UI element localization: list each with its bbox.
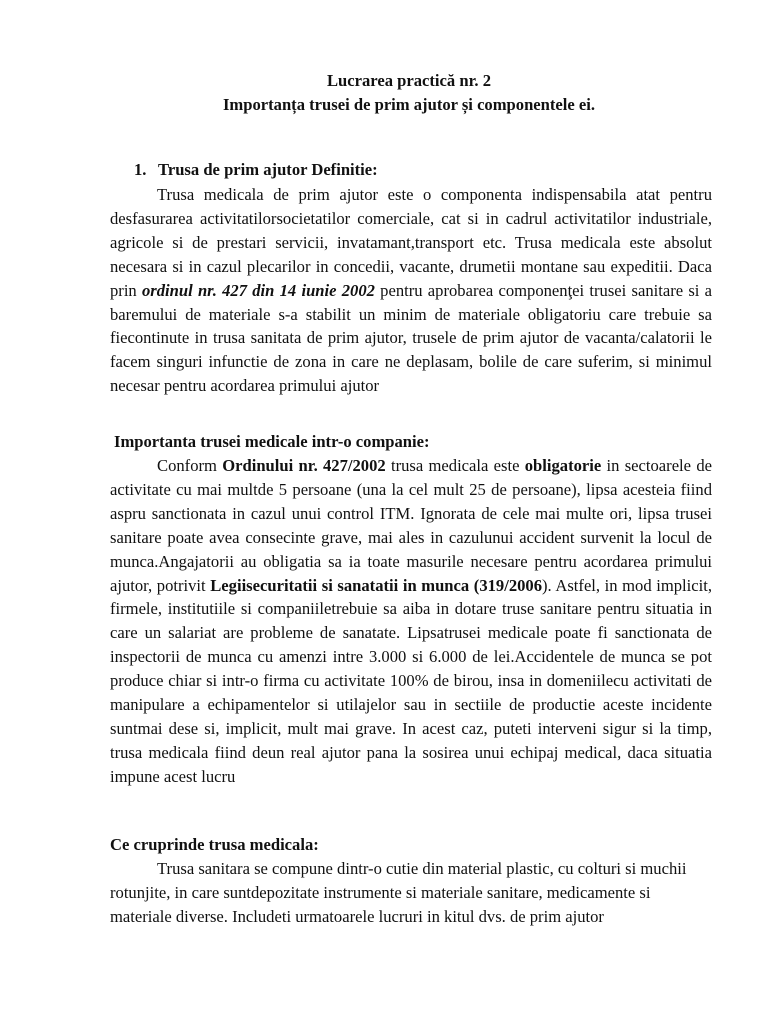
bold-word: obligatorie: [524, 456, 602, 475]
section-3-paragraph: Trusa sanitara se compune dintr-o cutie din material plastic, cu colturi si muchii rotunjite, in care suntdepozitate instrumente si materiale sanitare, medicamente si materiale diverse. Includeti urmatoarele lucruri in kitul dvs. de prim ajutor: [110, 859, 687, 926]
section-3-body: [110, 857, 700, 929]
section-2-paragraph: [110, 454, 712, 789]
emphasized-reference: ordinul nr. 427 din 14 iunie 2002: [141, 280, 375, 300]
section-3-heading: Ce cruprinde trusa medicala:: [110, 835, 319, 854]
bold-reference: Legiisecuritatii si sanatatii in munca (319/2006: [210, 575, 543, 595]
section-1-heading-text: Trusa de prim ajutor Definitie:: [158, 160, 378, 179]
document-title-block: [0, 69, 768, 117]
paragraph-text: Conform: [157, 456, 223, 475]
paragraph-text: ). Astfel, in mod implicit, firmele, institutiile si companiiletrebuie sa aiba in dotare truse sanitare pentru situatia in care un salariat are probleme de sanatate. Lipsatrusei medicale poate fi sanctionata de inspectorii de munca cu amenzi intre 3.000 si 6.000 de lei.Accidentele de munca se pot produce chiar si intr-o firma cu activitate 100% de birou, insa in domeniilecu activitati de manipulare a echipamentelor si utilajelor sau in sectiile de productie aceste incidente suntmai dese si, implicit, mult mai grave. In acest caz, puteti interveni sigur si la timp, trusa medicala fiind deun real ajutor pana la sosirea unui echipaj medical, daca situatia impune acest lucru: [110, 575, 713, 786]
paragraph-text: pentru aprobarea componenţei trusei sanitare si a baremului de materiale s-a stabilit un minim de materiale obligatoriu care trebuie sa fiecontinute in trusa sanitata de prim ajutor, trusele de prim ajutor de vacanta/calatorii le facem singuri infunctie de zona in care ne deplasam, bolile de care suferim, si minimul necesar pentru acordarea primului ajutor: [110, 280, 713, 396]
paragraph-text: in sectoarele de activitate cu mai multde 5 persoane (una la cel mult 25 de persoane), lipsa acesteia fiind aspru sanctionata in cazul unui control ITM. Ignorata de cele mai multe ori, lipsa trusei sanitare poate avea consecinte grave, mai ales in cazulunui accident survenit la locul de munca.Angajatorii au obligatia sa ia toate masurile necesare pentru acordarea primului ajutor, potrivit: [110, 456, 712, 595]
section-1-heading: [134, 158, 378, 182]
section-1-paragraph: [110, 183, 712, 398]
section-1-number: 1.: [134, 160, 147, 179]
section-2-body: [110, 454, 712, 789]
section-2-heading: Importanta trusei medicale intr-o companie:: [114, 432, 430, 451]
paragraph-text: trusa medicala este: [385, 456, 525, 475]
document-subtitle: Importanța trusei de prim ajutor și componentele ei.: [222, 95, 596, 114]
paragraph-text: Trusa medicala de prim ajutor este o componenta indispensabila atat pentru desfasurarea activitatilorsocietatilor comerciale, cat si in cadrul activitatilor industriale, agricole si de prestari servicii, invatamant,transport etc. Trusa medicala este absolut necesara si in cazul plecarilor in concedii, vacante, drumetii montane sau expeditii. Daca prin: [110, 185, 712, 300]
document-title: Lucrarea practică nr. 2: [326, 71, 492, 90]
bold-reference: Ordinului nr. 427/2002: [222, 456, 386, 475]
section-1-body: [110, 183, 712, 398]
